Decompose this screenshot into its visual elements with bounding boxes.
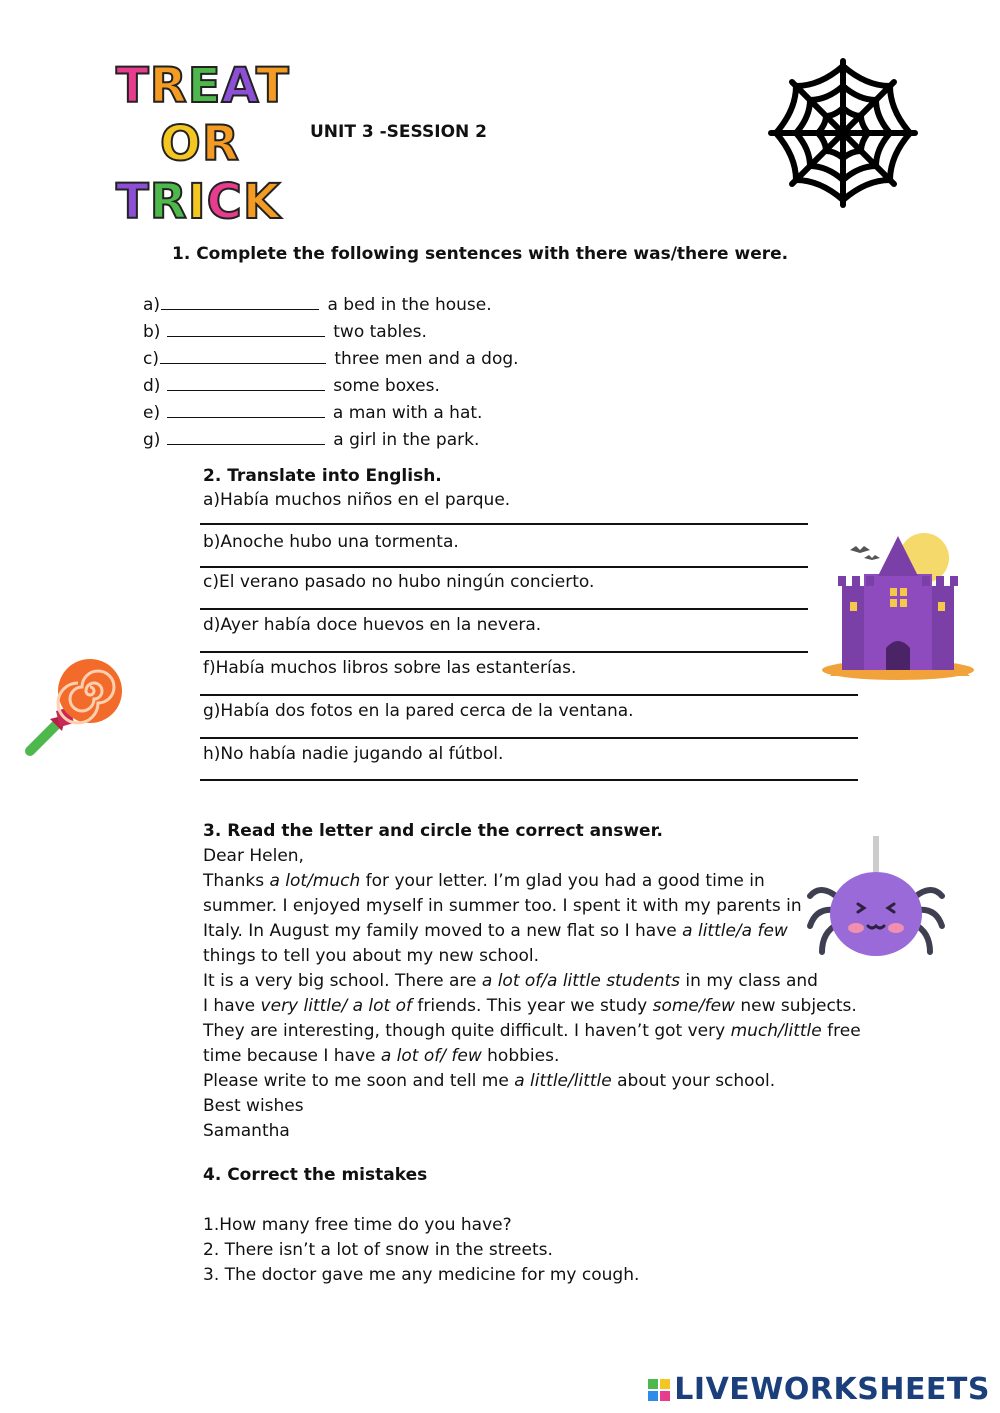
answer-blank[interactable] — [167, 318, 325, 337]
logo-line-1 — [116, 58, 290, 114]
item-text: a bed in the house. — [327, 295, 492, 315]
letter-text: time because I have — [203, 1046, 381, 1066]
item-text: some boxes. — [333, 376, 440, 396]
letter-body — [203, 844, 861, 1143]
item-label: b) — [143, 322, 161, 342]
item-label: e) — [143, 403, 161, 423]
answer-choice[interactable]: some/few — [652, 996, 735, 1016]
answer-blank[interactable] — [167, 372, 325, 391]
letter-line: Best wishes — [203, 1096, 304, 1116]
section4-heading: 4. Correct the mistakes — [203, 1165, 428, 1185]
logo-letter: R — [149, 174, 188, 230]
list-item: 2. There isn’t a lot of snow in the streets. — [203, 1240, 553, 1260]
list-item — [143, 291, 519, 317]
translate-item: h)No había nadie jugando al fútbol. — [203, 744, 504, 764]
list-item: 3. The doctor gave me any medicine for my cough. — [203, 1265, 640, 1285]
answer-line[interactable] — [200, 737, 858, 739]
item-label: a) — [143, 295, 161, 315]
letter-text: It is a very big school. There are — [203, 971, 482, 991]
section1-heading: 1. Complete the following sentences with there was/there were. — [172, 244, 789, 264]
letter-text: Thanks — [203, 871, 270, 891]
logo-letter: T — [116, 174, 150, 230]
answer-blank[interactable] — [160, 345, 326, 364]
logo-letter: T — [255, 58, 290, 114]
letter-text: in my class and — [680, 971, 818, 991]
logo-line-3 — [116, 174, 281, 230]
logo-letter: T — [116, 58, 150, 114]
answer-blank[interactable] — [167, 399, 325, 418]
letter-text: hobbies. — [481, 1046, 560, 1066]
logo-letter: O — [160, 116, 202, 172]
item-label: g) — [143, 430, 161, 450]
letter-text: Italy. In August my family moved to a new flat so I have — [203, 921, 683, 941]
section3-heading: 3. Read the letter and circle the correct answer. — [203, 821, 664, 841]
letter-line — [203, 1044, 861, 1068]
translate-item: b)Anoche hubo una tormenta. — [203, 532, 459, 552]
letter-text: friends. This year we study — [412, 996, 653, 1016]
answer-line[interactable] — [200, 694, 858, 696]
logo-letter: I — [187, 174, 207, 230]
section4-list — [203, 1213, 639, 1287]
item-text: a man with a hat. — [332, 403, 483, 423]
answer-choice[interactable]: a little/a few — [682, 921, 788, 941]
logo-letter: C — [206, 174, 243, 230]
answer-blank[interactable] — [161, 291, 319, 310]
letter-text: free — [821, 1021, 861, 1041]
logo-letter: E — [187, 58, 222, 114]
answer-line[interactable] — [200, 566, 808, 568]
list-item — [143, 345, 519, 371]
answer-choice[interactable]: much/little — [730, 1021, 822, 1041]
letter-text: They are interesting, though quite difficult. I haven’t got very — [203, 1021, 731, 1041]
letter-line — [203, 994, 861, 1018]
translate-item: f)Había muchos libros sobre las estanterías. — [203, 658, 577, 678]
letter-line — [203, 919, 861, 943]
section1-list — [143, 291, 519, 452]
list-item — [143, 426, 519, 452]
list-item — [143, 399, 519, 425]
list-item: 1.How many free time do you have? — [203, 1215, 512, 1235]
brand-text: LIVEWORKSHEETS — [674, 1372, 990, 1407]
logo-letter: R — [149, 58, 188, 114]
answer-line[interactable] — [200, 779, 858, 781]
item-text: three men and a dog. — [334, 349, 519, 369]
answer-choice[interactable]: very little/ a lot of — [260, 996, 413, 1016]
letter-line — [203, 1069, 861, 1093]
item-label: c) — [143, 349, 159, 369]
logo-letter: K — [242, 174, 282, 230]
translate-item: c)El verano pasado no hubo ningún concierto. — [203, 572, 595, 592]
lollipop-icon — [20, 655, 126, 761]
page-title: UNIT 3 -SESSION 2 — [310, 122, 488, 142]
treat-or-trick-logo — [112, 58, 302, 233]
spider-web-icon — [766, 56, 920, 210]
letter-text: I have — [203, 996, 261, 1016]
logo-letter: R — [201, 116, 240, 172]
letter-text: for your letter. I’m glad you had a good time in — [360, 871, 765, 891]
section2-heading: 2. Translate into English. — [203, 466, 442, 486]
item-label: d) — [143, 376, 161, 396]
letter-text: new subjects. — [734, 996, 857, 1016]
answer-choice[interactable]: a little/little — [514, 1071, 612, 1091]
answer-line[interactable] — [200, 608, 808, 610]
answer-choice[interactable]: a lot of/a little students — [481, 971, 681, 991]
list-item — [143, 318, 519, 344]
letter-line — [203, 1019, 861, 1043]
haunted-castle-icon — [820, 530, 976, 680]
letter-text: Please write to me soon and tell me — [203, 1071, 515, 1091]
translate-item: g)Había dos fotos en la pared cerca de la ventana. — [203, 701, 634, 721]
liveworksheets-badge-icon — [648, 1379, 670, 1401]
liveworksheets-logo — [648, 1372, 990, 1407]
letter-line — [203, 969, 861, 993]
answer-line[interactable] — [200, 651, 808, 653]
translate-item: a)Había muchos niños en el parque. — [203, 490, 511, 510]
letter-line: summer. I enjoyed myself in summer too. I spent it with my parents in — [203, 896, 802, 916]
letter-line: things to tell you about my new school. — [203, 946, 539, 966]
item-text: two tables. — [333, 322, 427, 342]
answer-choice[interactable]: a lot/much — [269, 871, 361, 891]
letter-line: Dear Helen, — [203, 846, 304, 866]
logo-line-2 — [160, 116, 240, 172]
item-text: a girl in the park. — [333, 430, 480, 450]
letter-line — [203, 869, 861, 893]
translate-item: d)Ayer había doce huevos en la nevera. — [203, 615, 542, 635]
logo-letter: A — [221, 58, 256, 114]
letter-text: about your school. — [611, 1071, 776, 1091]
list-item — [143, 372, 519, 398]
answer-line[interactable] — [200, 523, 808, 525]
spider-icon — [806, 836, 946, 962]
answer-choice[interactable]: a lot of/ few — [380, 1046, 482, 1066]
letter-line: Samantha — [203, 1121, 290, 1141]
answer-blank[interactable] — [167, 426, 325, 445]
